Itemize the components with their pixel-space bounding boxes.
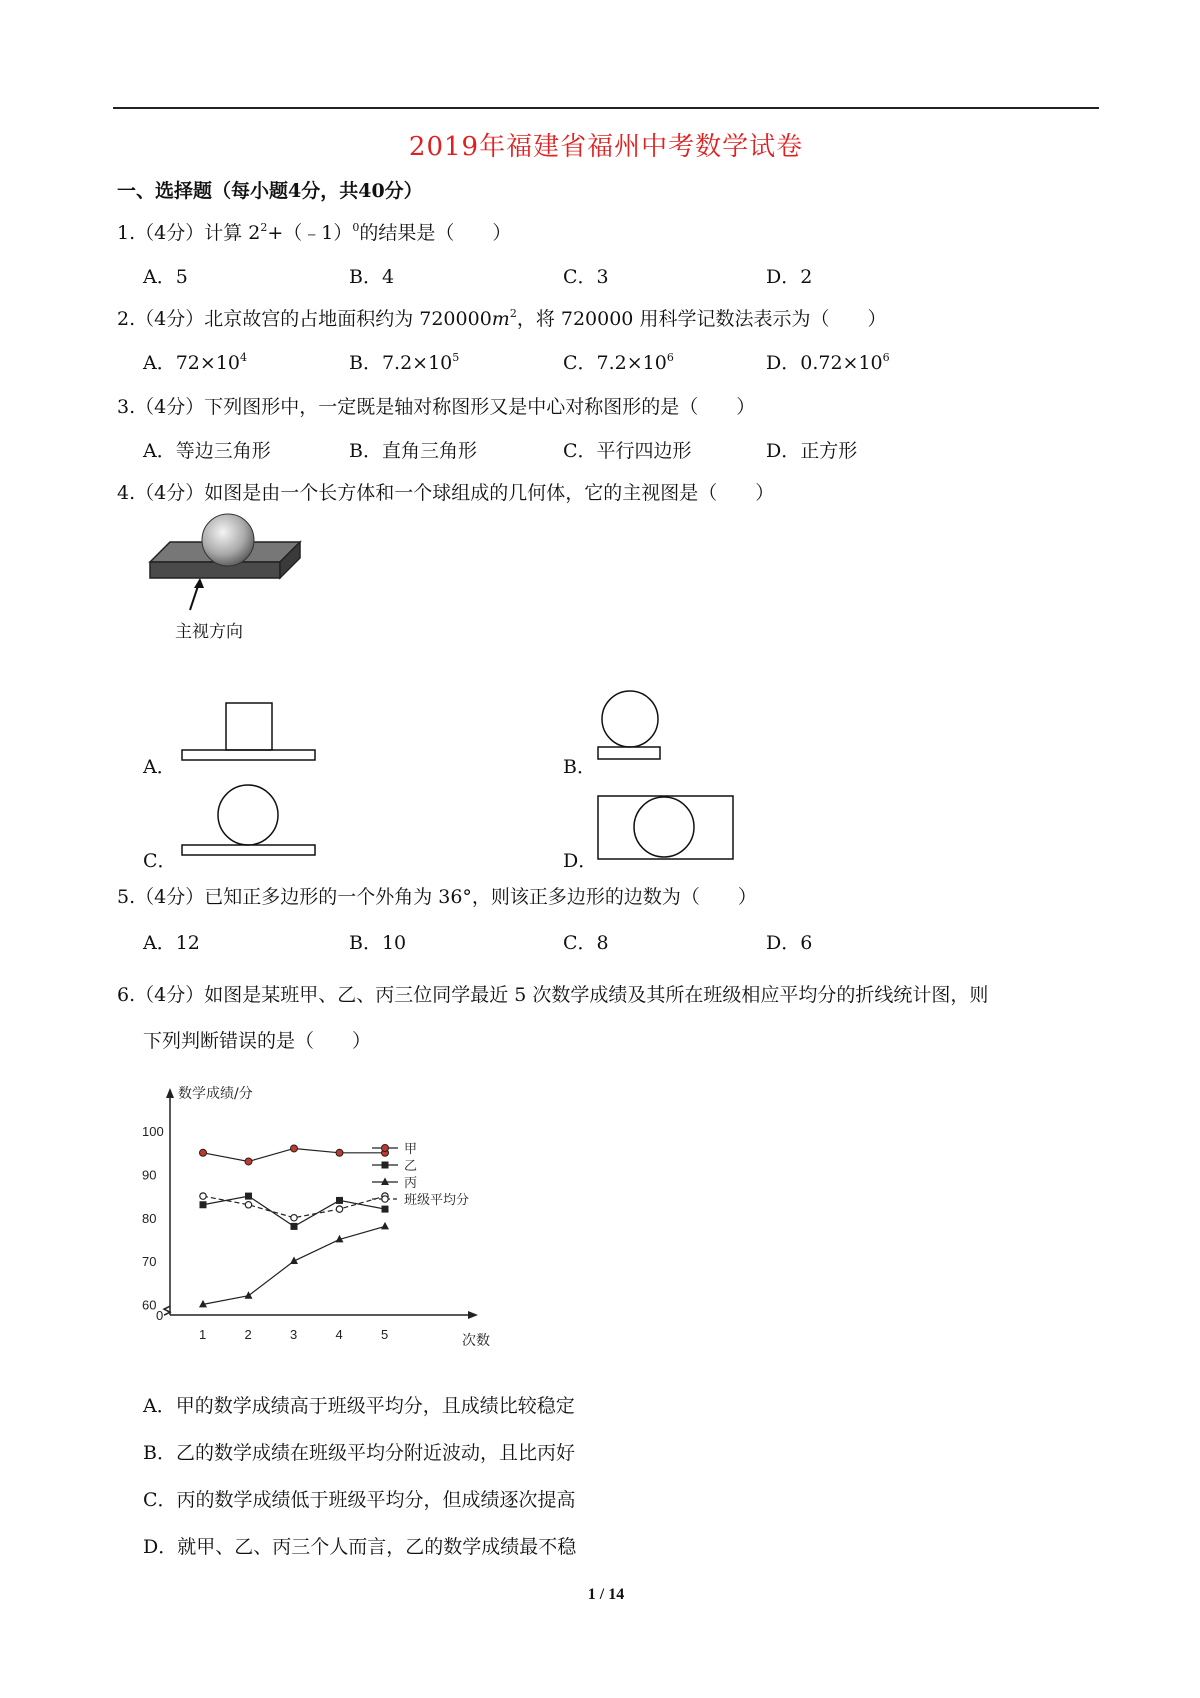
q1-option-c: C．3 xyxy=(563,266,609,288)
q1-option-d: D．2 xyxy=(766,266,813,288)
y-tick-label: 100 xyxy=(142,1124,164,1140)
q2-option-c: C．$7.2\times 10^6$ xyxy=(563,351,674,374)
q3-option-a: A．等边三角形 xyxy=(143,440,271,462)
q4-solid-figure xyxy=(140,520,310,650)
header-rule xyxy=(113,107,1099,109)
q1-option-a: A．5 xyxy=(143,266,188,288)
series-3 xyxy=(199,1222,389,1307)
series-2 xyxy=(200,1193,389,1230)
q3-option-c: C．平行四边形 xyxy=(563,440,692,462)
x-tick-label: 2 xyxy=(244,1327,252,1342)
y-tick-label: 90 xyxy=(142,1167,157,1183)
y-tick-label: 80 xyxy=(142,1210,157,1226)
q2-option-b: B．$7.2\times 10^5$ xyxy=(349,351,460,374)
origin-label: 0 xyxy=(156,1308,164,1323)
series-4 xyxy=(200,1193,388,1221)
view-arrow-head xyxy=(194,578,204,588)
page-number: 1 / 14 xyxy=(587,1586,625,1603)
data-point xyxy=(291,1223,298,1230)
x-tick-label: 3 xyxy=(290,1327,298,1342)
q4-option-d: D． xyxy=(563,850,598,872)
y-axis-arrow xyxy=(166,1088,174,1098)
data-point xyxy=(245,1158,252,1165)
series-1 xyxy=(200,1145,389,1165)
data-point xyxy=(291,1215,297,1221)
legend-label: 乙 xyxy=(404,1159,418,1174)
data-point xyxy=(245,1193,252,1200)
q2-option-d: D．$0.72\times 10^6$ xyxy=(766,351,890,374)
q4-figure-b xyxy=(596,690,666,762)
page-title: 2019年福建省福州中考数学试卷 xyxy=(408,132,804,162)
q2-option-a: A．$72\times 10^4$ xyxy=(143,351,247,374)
data-point xyxy=(245,1202,251,1208)
q4-figure-c xyxy=(180,782,320,856)
q4-figure-d xyxy=(596,794,736,864)
question-1: 1.（4分）计算 $2^2+(﹣1)^0$的结果是（ ） xyxy=(117,221,512,244)
slab-front xyxy=(150,562,280,578)
data-point xyxy=(336,1197,343,1204)
view-direction-label: 主视方向 xyxy=(175,622,243,642)
question-3: 3.（4分）下列图形中，一定既是轴对称图形又是中心对称图形的是（ ） xyxy=(117,396,756,418)
q4-option-c: C． xyxy=(143,850,177,872)
q5-option-c: C．8 xyxy=(563,932,609,954)
y-tick-label: 60 xyxy=(142,1297,157,1313)
data-point xyxy=(336,1206,342,1212)
q3-option-d: D．正方形 xyxy=(766,440,858,462)
q5-option-a: A．12 xyxy=(143,932,200,954)
data-point xyxy=(200,1201,207,1208)
y-axis-break xyxy=(164,1306,170,1315)
legend-label: 丙 xyxy=(404,1176,418,1191)
data-point xyxy=(382,1206,389,1213)
x-axis-arrow xyxy=(468,1311,478,1319)
series-line xyxy=(203,1196,385,1226)
data-point xyxy=(336,1149,343,1156)
data-point xyxy=(382,1196,388,1202)
q5-option-b: B．10 xyxy=(349,932,407,954)
data-point xyxy=(200,1149,207,1156)
legend-label: 班级平均分 xyxy=(404,1193,470,1208)
data-point xyxy=(381,1178,389,1186)
q3-option-b: B．直角三角形 xyxy=(349,440,477,462)
q4-option-a: A． xyxy=(143,756,176,778)
x-tick-label: 4 xyxy=(335,1327,343,1342)
q5-option-d: D．6 xyxy=(766,932,813,954)
question-2: 2.（4分）北京故宫的占地面积约为 $720000m^2$，将 720000 用科学记数法表示为（ ） xyxy=(117,307,887,330)
y-axis-label: 数学成绩/分 xyxy=(178,1086,253,1102)
question-4: 4.（4分）如图是由一个长方体和一个球组成的几何体，它的主视图是（ ） xyxy=(117,482,775,504)
data-point xyxy=(381,1222,389,1230)
x-axis-label: 次数 xyxy=(462,1333,490,1349)
q6-option-b: B．乙的数学成绩在班级平均分附近波动，且比丙好 xyxy=(143,1442,575,1464)
x-tick-label: 1 xyxy=(199,1327,207,1342)
data-point xyxy=(291,1145,298,1152)
q6-option-c: C．丙的数学成绩低于班级平均分，但成绩逐次提高 xyxy=(143,1489,576,1511)
question-6-line-2: 下列判断错误的是（ ） xyxy=(143,1030,372,1052)
data-point xyxy=(382,1145,389,1152)
data-point xyxy=(245,1291,253,1299)
question-5: 5.（4分）已知正多边形的一个外角为 36°，则该正多边形的边数为（ ） xyxy=(117,886,757,908)
q6-option-d: D．就甲、乙、丙三个人而言，乙的数学成绩最不稳 xyxy=(143,1536,577,1558)
x-tick-label: 5 xyxy=(381,1327,389,1342)
data-point xyxy=(382,1162,389,1169)
series-group xyxy=(199,1145,389,1307)
y-tick-label: 70 xyxy=(142,1254,157,1270)
sphere xyxy=(202,514,254,566)
data-point xyxy=(200,1193,206,1199)
q4-figure-a xyxy=(180,700,320,762)
series-line xyxy=(203,1226,385,1304)
section-heading: 一、选择题（每小题4分，共40分） xyxy=(117,180,423,202)
legend-label: 甲 xyxy=(404,1142,418,1157)
score-line-chart xyxy=(140,1070,560,1370)
q4-option-b: B． xyxy=(563,756,596,778)
q6-option-a: A．甲的数学成绩高于班级平均分，且成绩比较稳定 xyxy=(143,1395,575,1417)
q1-option-b: B．4 xyxy=(349,266,395,288)
question-6-line-1: 6.（4分）如图是某班甲、乙、丙三位同学最近 5 次数学成绩及其所在班级相应平均分的折线统计图，则 xyxy=(117,984,989,1006)
